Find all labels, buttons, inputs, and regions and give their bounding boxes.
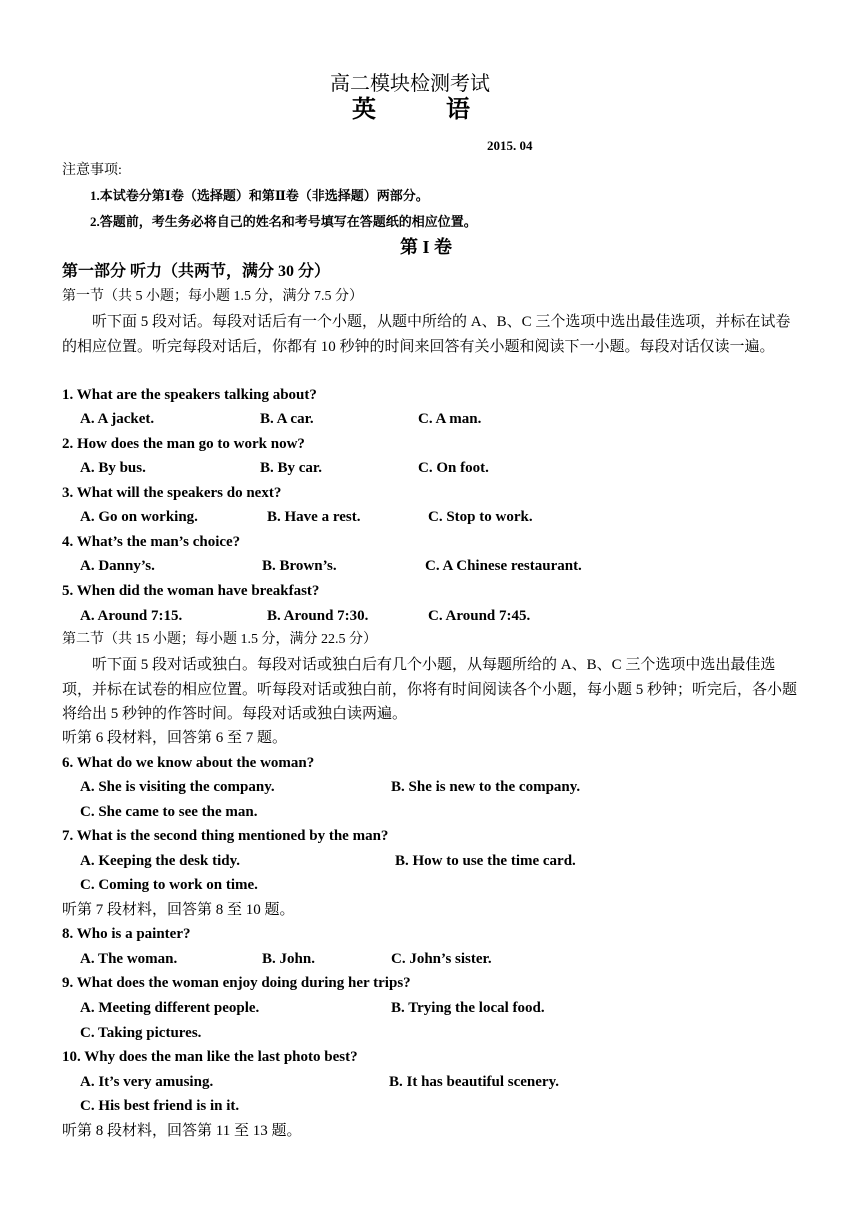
question-4-option-b: B. Brown’s. bbox=[262, 558, 337, 574]
question-9-option-a: A. Meeting different people. bbox=[80, 1000, 260, 1016]
question-4-option-a: A. Danny’s. bbox=[80, 558, 155, 574]
question-6-option-c: C. She came to see the man. bbox=[80, 804, 258, 820]
question-7-option-a: A. Keeping the desk tidy. bbox=[80, 853, 241, 869]
question-2-option-b: B. By car. bbox=[260, 460, 322, 476]
question-8-option-b: B. John. bbox=[262, 951, 315, 967]
part1-title: 第一部分 听力（共两节，满分 30 分） bbox=[62, 263, 331, 280]
question-7-option-b: B. How to use the time card. bbox=[395, 853, 576, 869]
question-3-option-c: C. Stop to work. bbox=[428, 509, 533, 525]
volume-title: 第 I 卷 bbox=[400, 237, 453, 257]
question-3-stem: 3. What will the speakers do next? bbox=[62, 485, 282, 501]
question-2-option-a: A. By bus. bbox=[80, 460, 146, 476]
question-6-option-b: B. She is new to the company. bbox=[391, 779, 581, 795]
note-item-1: 1.本试卷分第Ⅰ卷（选择题）和第Ⅱ卷（非选择题）两部分。 bbox=[90, 188, 429, 203]
question-7-stem: 7. What is the second thing mentioned by the man? bbox=[62, 828, 389, 844]
subject-char-1: 英 bbox=[352, 97, 378, 123]
question-8-stem: 8. Who is a painter? bbox=[62, 926, 191, 942]
question-1-option-b: B. A car. bbox=[260, 411, 314, 427]
material-7-heading: 听第 7 段材料，回答第 8 至 10 题。 bbox=[62, 902, 295, 918]
section2-title: 第二节（共 15 小题；每小题 1.5 分，满分 22.5 分） bbox=[62, 632, 377, 647]
question-5-stem: 5. When did the woman have breakfast? bbox=[62, 583, 320, 599]
question-9-stem: 9. What does the woman enjoy doing during her trips? bbox=[62, 975, 411, 991]
question-2-option-c: C. On foot. bbox=[418, 460, 489, 476]
notes-heading: 注意事项: bbox=[62, 163, 122, 178]
subject-char-2: 语 bbox=[446, 97, 472, 123]
question-5-option-c: C. Around 7:45. bbox=[428, 608, 531, 624]
question-5-option-a: A. Around 7:15. bbox=[80, 608, 183, 624]
question-7-option-c: C. Coming to work on time. bbox=[80, 877, 258, 893]
question-8-option-c: C. John’s sister. bbox=[391, 951, 492, 967]
exam-date: 2015. 04 bbox=[487, 138, 533, 153]
section2-instructions: 听下面 5 段对话或独白。每段对话或独白后有几个小题，从每题所给的 A、B、C 三个选项中选出最佳选项，并标在试卷的相应位置。听每段对话或独白前，你将有时间阅读各个小题，每小题 5 秒钟；听完后，各小题将给出 5 秒钟的作答时间。每段对话或独白读两遍。 bbox=[62, 657, 798, 722]
question-5-option-b: B. Around 7:30. bbox=[267, 608, 369, 624]
question-10-option-b: B. It has beautiful scenery. bbox=[389, 1074, 560, 1090]
question-2-stem: 2. How does the man go to work now? bbox=[62, 436, 305, 452]
question-4-option-c: C. A Chinese restaurant. bbox=[425, 558, 582, 574]
question-1-stem: 1. What are the speakers talking about? bbox=[62, 387, 317, 403]
question-10-option-a: A. It’s very amusing. bbox=[80, 1074, 214, 1090]
question-6-stem: 6. What do we know about the woman? bbox=[62, 755, 315, 771]
question-9-option-b: B. Trying the local food. bbox=[391, 1000, 545, 1016]
material-6-heading: 听第 6 段材料，回答第 6 至 7 题。 bbox=[62, 730, 288, 746]
question-3-option-a: A. Go on working. bbox=[80, 509, 198, 525]
question-4-stem: 4. What’s the man’s choice? bbox=[62, 534, 241, 550]
question-1-option-c: C. A man. bbox=[418, 411, 482, 427]
question-10-stem: 10. Why does the man like the last photo best? bbox=[62, 1049, 358, 1065]
question-8-option-a: A. The woman. bbox=[80, 951, 178, 967]
exam-title: 高二模块检测考试 bbox=[330, 73, 490, 95]
note-item-2: 2.答题前，考生务必将自己的姓名和考号填写在答题纸的相应位置。 bbox=[90, 214, 477, 229]
question-6-option-a: A. She is visiting the company. bbox=[80, 779, 275, 795]
question-10-option-c: C. His best friend is in it. bbox=[80, 1098, 240, 1114]
section1-title: 第一节（共 5 小题；每小题 1.5 分，满分 7.5 分） bbox=[62, 289, 363, 304]
question-1-option-a: A. A jacket. bbox=[80, 411, 155, 427]
material-8-heading: 听第 8 段材料，回答第 11 至 13 题。 bbox=[62, 1123, 302, 1139]
question-3-option-b: B. Have a rest. bbox=[267, 509, 361, 525]
question-9-option-c: C. Taking pictures. bbox=[80, 1025, 202, 1041]
section1-instructions: 听下面 5 段对话。每段对话后有一个小题，从题中所给的 A、B、C 三个选项中选出最佳选项，并标在试卷的相应位置。听完每段对话后，你都有 10 秒钟的时间来回答有关小题和阅读下一小题。每段对话仅读一遍。 bbox=[62, 314, 791, 355]
